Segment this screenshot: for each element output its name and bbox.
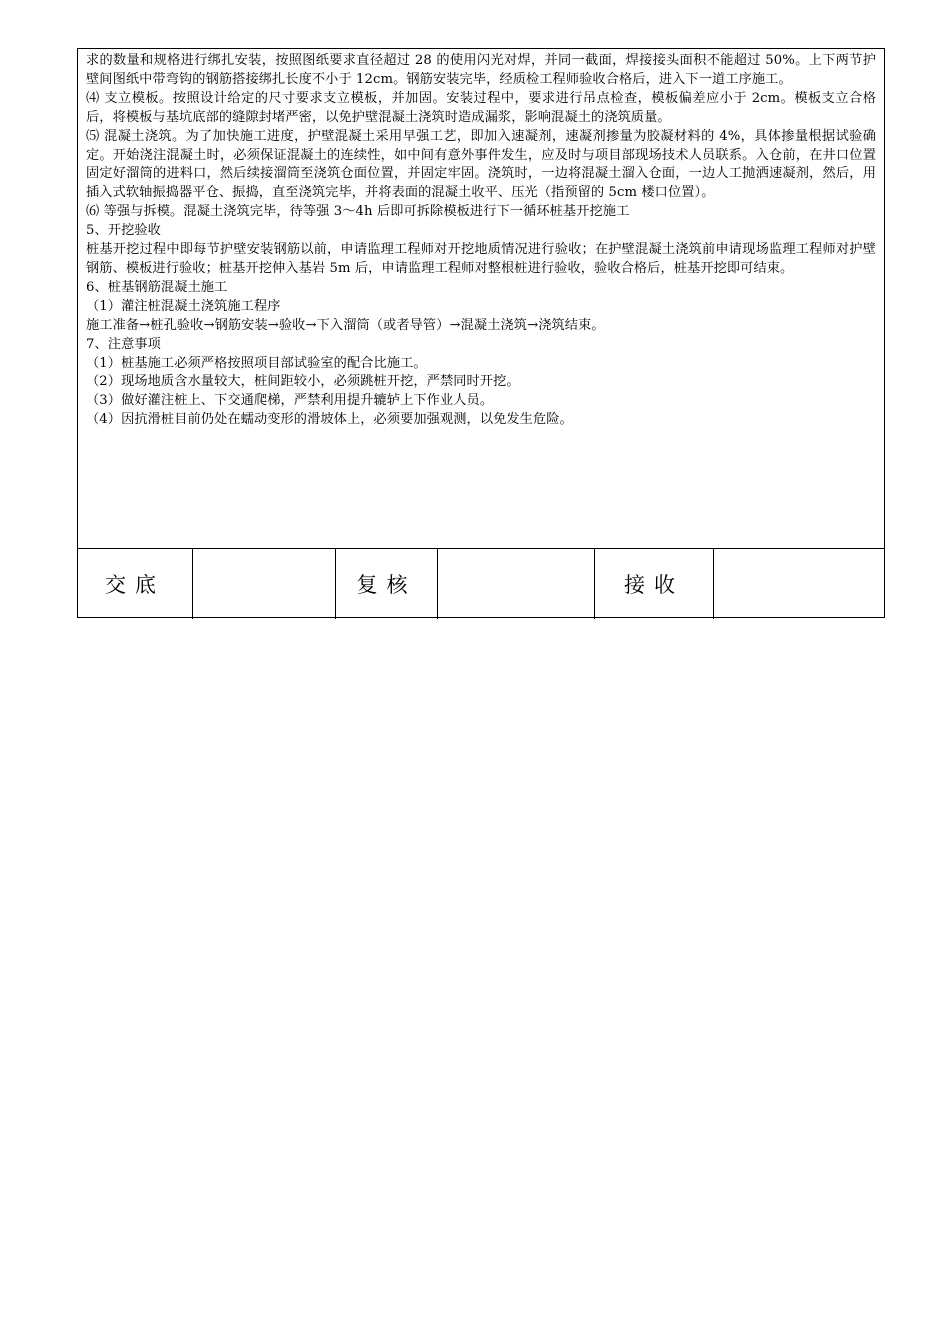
- fuhe-label: 复核: [336, 549, 438, 619]
- precaution-item-3: （3）做好灌注桩上、下交通爬梯，严禁利用提升辘轳上下作业人员。: [86, 393, 494, 409]
- jiaodi-label: 交底: [78, 549, 193, 619]
- paragraph-pouring-procedure: 施工准备→桩孔验收→钢筋安装→验收→下入溜筒（或者导管）→混凝土浇筑→浇筑结束。: [86, 317, 605, 333]
- content-area: [78, 49, 884, 549]
- heading-pile-concrete: 6、桩基钢筋混凝土施工: [86, 279, 228, 295]
- precaution-item-2: （2）现场地质含水量较大，桩间距较小，必须跳桩开挖，严禁同时开挖。: [86, 374, 520, 390]
- signature-row: [78, 549, 884, 619]
- precaution-item-1: （1）桩基施工必须严格按照项目部试验室的配合比施工。: [86, 355, 427, 371]
- jieshou-label: 接收: [595, 549, 714, 619]
- paragraph-concrete-pouring: ⑸ 混凝土浇筑。为了加快施工进度，护壁混凝土采用早强工艺，即加入速凝剂，速凝剂掺量为胶凝材料的 4%，具体掺量根据试验确定。开始浇注混凝土时，必须保证混凝土的连续性，如中间有意外事件发生，应及时与项目部现场技术人员联系。入仓前，在井口位置固定好溜筒的进料口，然后续接溜筒至浇筑仓面位置，并固定牢固。浇筑时，一边将混凝土溜入仓面，一边人工抛洒速凝剂，然后，用插入式软轴振捣器平仓、振捣，直至浇筑完毕，并将表面的混凝土收平、压光（指预留的 5cm 楼口位置）。: [86, 128, 876, 201]
- precaution-item-4: （4）因抗滑桩目前仍处在蠕动变形的滑坡体上，必须要加强观测，以免发生危险。: [86, 412, 573, 428]
- paragraph-curing-demolding: ⑹ 等强与拆模。混凝土浇筑完毕，待等强 3～4h 后即可拆除模板进行下一循环桩基开挖施工: [86, 204, 630, 220]
- jieshou-signature-field[interactable]: [714, 549, 884, 619]
- subheading-pouring-procedure: （1）灌注桩混凝土浇筑施工程序: [86, 298, 281, 314]
- paragraph-excavation-acceptance: 桩基开挖过程中即每节护壁安装钢筋以前，申请监理工程师对开挖地质情况进行验收；在护壁混凝土浇筑前申请现场监理工程师对护壁钢筋、模板进行验收；桩基开挖伸入基岩 5m 后，申请监理工程师对整根桩进行验收，验收合格后，桩基开挖即可结束。: [86, 242, 876, 276]
- paragraph-rebar-install: 求的数量和规格进行绑扎安装，按照图纸要求直径超过 28 的使用闪光对焊，并同一截面，焊接接头面积不能超过 50%。上下两节护壁间图纸中带弯钩的钢筋搭接绑扎长度不小于 12cm。钢筋安装完毕，经质检工程师验收合格后，进入下一道工序施工。: [86, 53, 876, 87]
- jiaodi-signature-field[interactable]: [193, 549, 336, 619]
- fuhe-signature-field[interactable]: [438, 549, 595, 619]
- heading-excavation-acceptance: 5、开挖验收: [86, 223, 161, 239]
- heading-precautions: 7、注意事项: [86, 336, 161, 352]
- handover-form: [77, 48, 885, 618]
- paragraph-formwork: ⑷ 支立模板。按照设计给定的尺寸要求支立模板，并加固。安装过程中，要求进行吊点检查，模板偏差应小于 2cm。模板支立合格后，将模板与基坑底部的缝隙封堵严密，以免护壁混凝土浇筑时造成漏浆，影响混凝土的浇筑质量。: [86, 90, 876, 125]
